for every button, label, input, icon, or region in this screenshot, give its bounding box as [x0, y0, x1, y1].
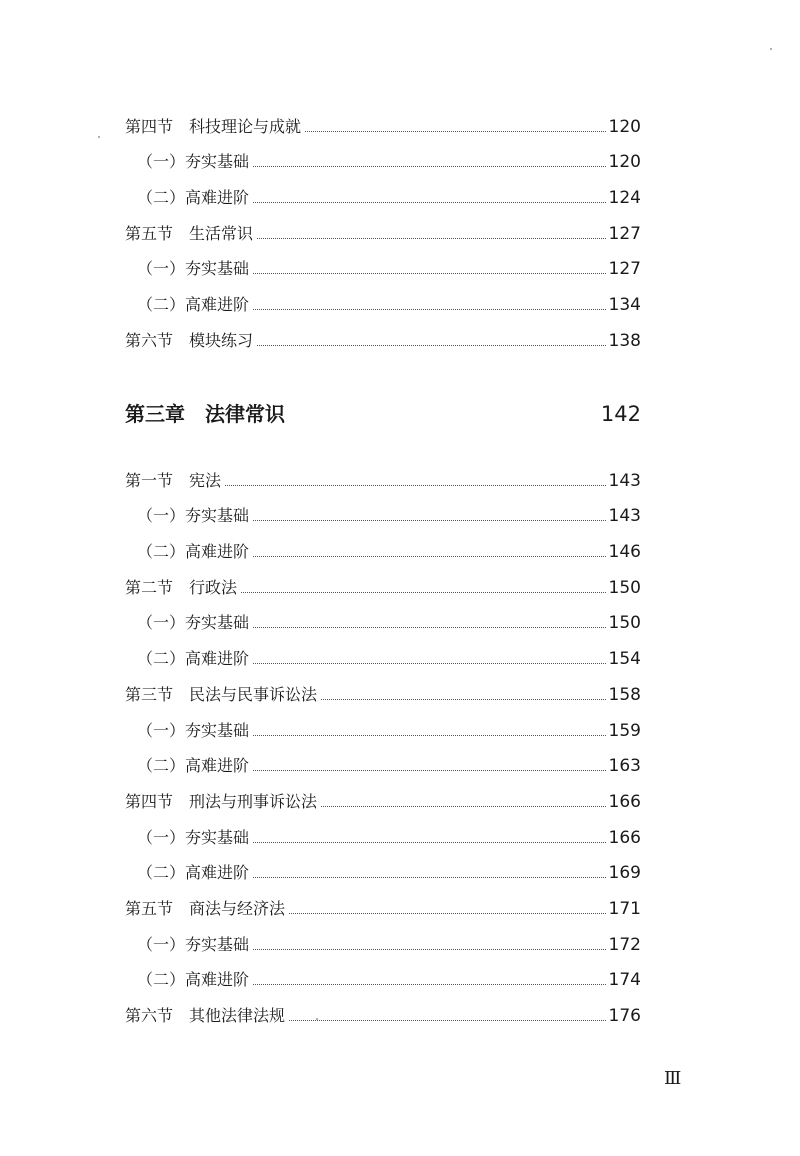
dot-leader — [253, 770, 606, 771]
toc-entry[interactable] — [125, 101, 641, 137]
toc-subentry-label: （二）高难进阶 — [137, 970, 250, 990]
toc-subentry-label: （一）夯实基础 — [137, 259, 250, 279]
toc-subentry-page: 169 — [608, 863, 641, 884]
toc-subentry-label: （一）夯实基础 — [137, 506, 250, 526]
toc-entry[interactable] — [125, 562, 641, 598]
toc-entry-page: 127 — [608, 223, 641, 244]
toc-entry-label: 第四节 刑法与刑事诉讼法 — [125, 791, 318, 811]
dot-leader — [253, 627, 606, 628]
toc-subentry-label: （二）高难进阶 — [137, 756, 250, 776]
toc-subentry-page: 172 — [608, 934, 641, 955]
toc-entry-page: 150 — [608, 577, 641, 598]
toc-subentry[interactable] — [125, 279, 641, 315]
toc-entry-label: 第六节 其他法律法规 — [125, 1006, 286, 1025]
toc-entry-label: 第四节 科技理论与成就 — [125, 116, 302, 136]
toc-entry-label: 第一节 宪法 — [125, 470, 222, 490]
toc-subentry-label: （一）夯实基础 — [137, 720, 250, 740]
toc-subentry[interactable] — [125, 526, 641, 562]
toc-entry-page: 158 — [608, 684, 641, 705]
toc-subentry-label: （一）夯实基础 — [137, 152, 250, 172]
toc-subentry[interactable] — [125, 598, 641, 634]
dot-leader — [253, 520, 606, 521]
toc-subentry[interactable] — [125, 848, 641, 884]
toc-entry-label: 第三节 民法与民事诉讼法 — [125, 684, 318, 704]
page-folio: Ⅲ — [664, 1068, 681, 1089]
chapter-title: 第三章 法律常识 — [125, 402, 285, 426]
toc-entry[interactable] — [125, 669, 641, 705]
toc-entry[interactable] — [125, 883, 641, 919]
dot-leader — [289, 1020, 606, 1021]
dot-leader — [253, 273, 606, 274]
dot-leader — [289, 913, 606, 914]
toc-subentry[interactable] — [125, 137, 641, 173]
toc-entry[interactable] — [125, 315, 641, 351]
dot-leader — [253, 202, 606, 203]
toc-subentry[interactable] — [125, 244, 641, 280]
chapter-heading[interactable] — [125, 398, 641, 427]
toc-entry-page: 120 — [608, 116, 641, 137]
toc-subentry-label: （一）夯实基础 — [137, 613, 250, 633]
toc-subentry-label: （二）高难进阶 — [137, 295, 250, 315]
dot-leader — [225, 485, 606, 486]
toc-entry-page: 176 — [608, 1006, 641, 1026]
toc-subentry-label: （二）高难进阶 — [137, 188, 250, 208]
toc-subentry-page: 150 — [608, 613, 641, 634]
dot-leader — [257, 238, 606, 239]
toc-subentry-page: 134 — [608, 295, 641, 316]
toc-subentry-label: （二）高难进阶 — [137, 542, 250, 562]
toc-subentry[interactable] — [125, 919, 641, 955]
dot-leader — [253, 663, 606, 664]
toc-entry-label: 第六节 模块练习 — [125, 330, 254, 350]
toc-subentry[interactable] — [125, 491, 641, 527]
toc-section-2 — [125, 455, 641, 1026]
toc-entry[interactable] — [125, 776, 641, 812]
dot-leader — [241, 592, 606, 593]
toc-subentry[interactable] — [125, 633, 641, 669]
toc-subentry-page: 174 — [608, 970, 641, 991]
dot-leader — [253, 309, 606, 310]
toc-section-1 — [125, 101, 641, 351]
dot-leader — [253, 735, 606, 736]
toc-entry-page: 143 — [608, 470, 641, 491]
toc-entry-page: 138 — [608, 330, 641, 351]
toc-entry-page: 166 — [608, 791, 641, 812]
toc-subentry[interactable] — [125, 741, 641, 777]
dot-leader — [321, 806, 606, 807]
toc-subentry-label: （二）高难进阶 — [137, 863, 250, 883]
dot-leader — [253, 949, 606, 950]
toc-entry[interactable] — [125, 990, 641, 1026]
toc-entry-label: 第五节 商法与经济法 — [125, 898, 286, 918]
toc-subentry[interactable] — [125, 955, 641, 991]
toc-subentry-page: 127 — [608, 259, 641, 280]
dot-leader — [257, 345, 606, 346]
scan-speck — [98, 136, 100, 138]
toc-subentry-page: 159 — [608, 720, 641, 741]
toc-subentry-page: 163 — [608, 756, 641, 777]
toc-subentry-page: 146 — [608, 542, 641, 563]
dot-leader — [321, 699, 606, 700]
toc-entry-label: 第五节 生活常识 — [125, 223, 254, 243]
dot-leader — [253, 166, 606, 167]
dot-leader — [305, 131, 606, 132]
toc-entry[interactable] — [125, 208, 641, 244]
toc-subentry[interactable] — [125, 812, 641, 848]
toc-subentry-page: 120 — [608, 152, 641, 173]
chapter-page: 142 — [600, 402, 641, 426]
toc-subentry-page: 124 — [608, 188, 641, 209]
toc-subentry[interactable] — [125, 172, 641, 208]
toc-entry-page: 171 — [608, 898, 641, 919]
toc-subentry-page: 166 — [608, 827, 641, 848]
toc-subentry-label: （二）高难进阶 — [137, 649, 250, 669]
toc-subentry-label: （一）夯实基础 — [137, 934, 250, 954]
toc-subentry-label: （一）夯实基础 — [137, 827, 250, 847]
dot-leader — [253, 877, 606, 878]
dot-leader — [253, 556, 606, 557]
toc-entry[interactable] — [125, 455, 641, 491]
dot-leader — [253, 842, 606, 843]
scan-speck — [770, 48, 772, 50]
toc-entry-label: 第二节 行政法 — [125, 577, 238, 597]
dot-leader — [253, 984, 606, 985]
scan-speck — [316, 1018, 318, 1020]
toc-subentry-page: 154 — [608, 649, 641, 670]
toc-subentry-page: 143 — [608, 506, 641, 527]
toc-subentry[interactable] — [125, 705, 641, 741]
